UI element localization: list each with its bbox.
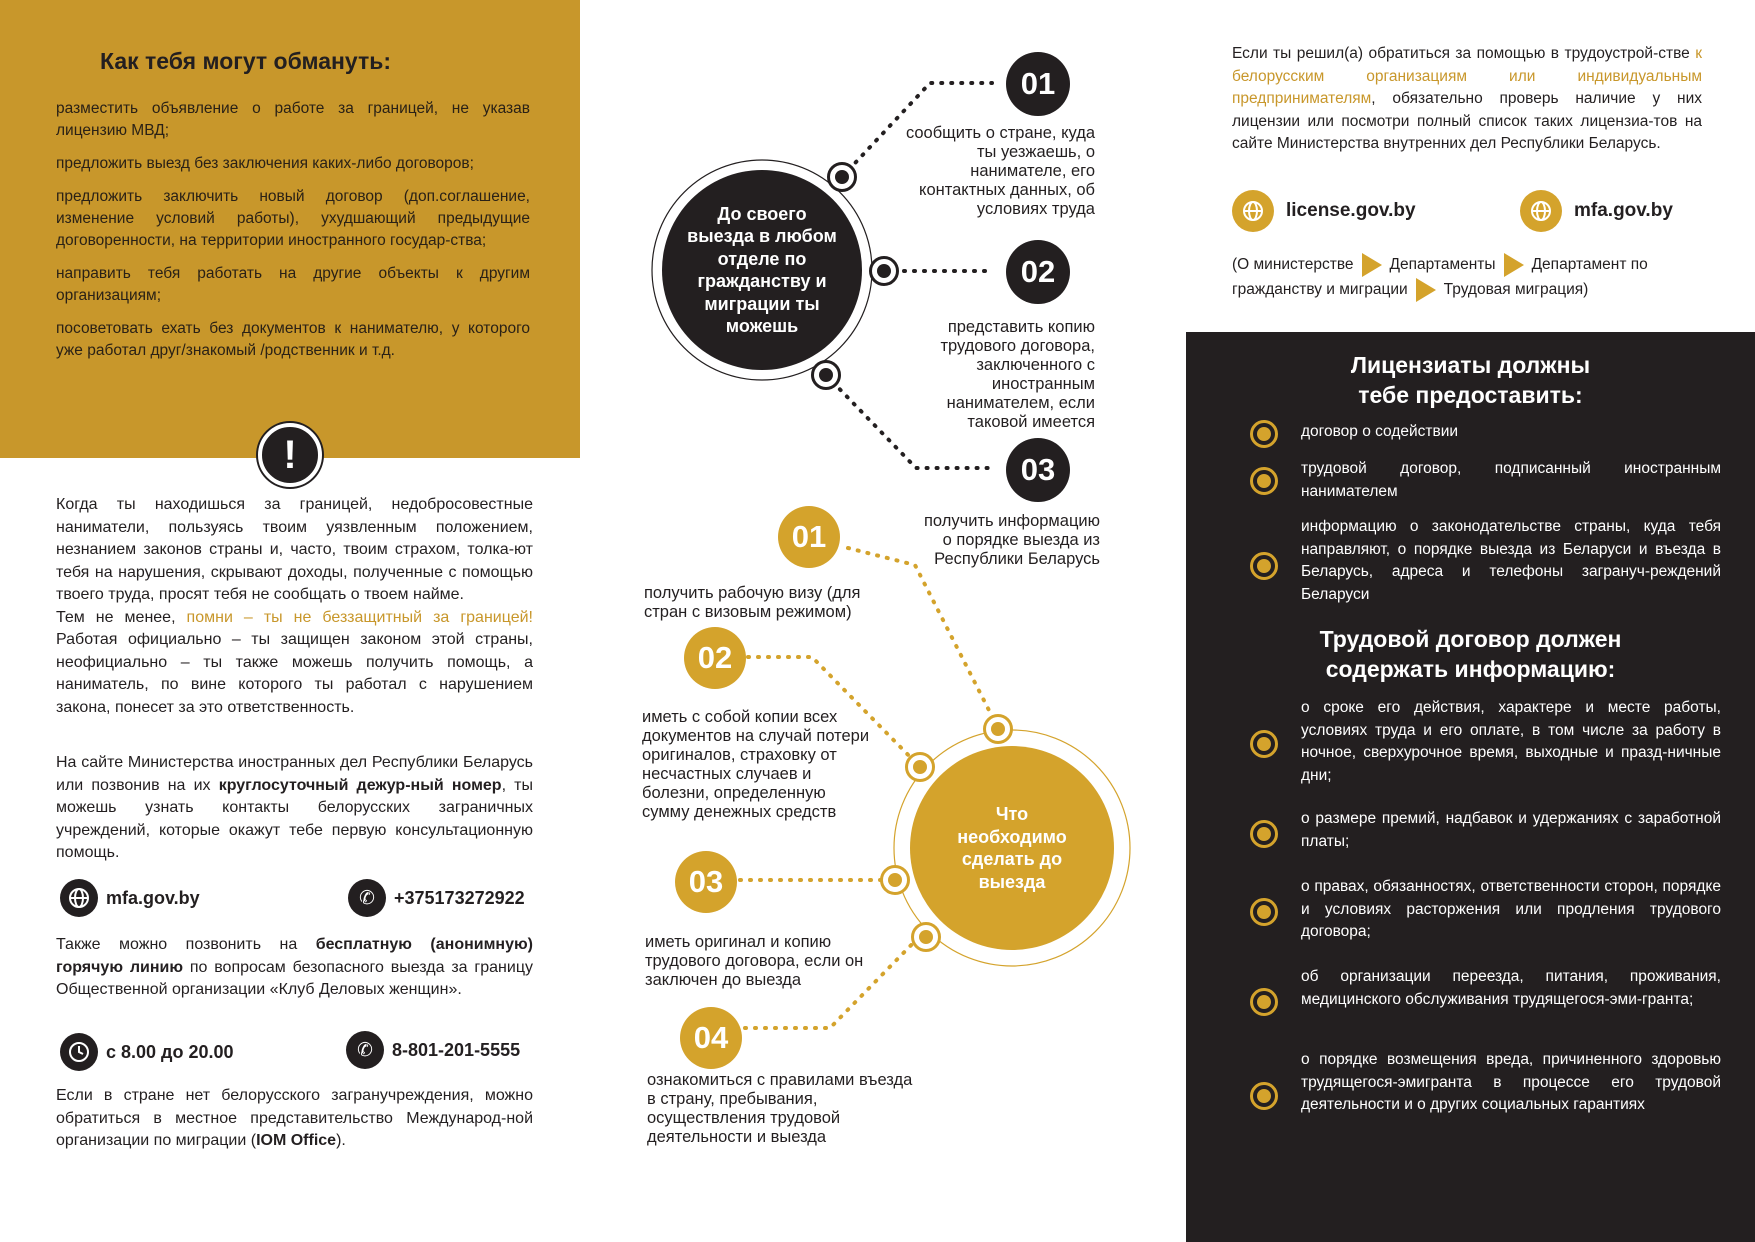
connector-node: [827, 162, 857, 192]
breadcrumb-item: (О министерстве: [1232, 256, 1354, 273]
paragraph-text: На сайте Министерства иностранных дел Республики Беларусь или позвонив на их: [56, 754, 533, 794]
scam-list: [56, 98, 530, 373]
connector-node: [869, 256, 899, 286]
step-number-bottom-03: 03: [675, 851, 737, 913]
step-number-top-01: 01: [1006, 52, 1070, 116]
bullet-icon: [1250, 730, 1278, 758]
bold-text: круглосуточный дежур-ный номер: [218, 776, 502, 794]
breadcrumb-item: Трудовая миграция): [1443, 281, 1589, 298]
arrow-right-icon: [1416, 278, 1436, 302]
scam-title: Как тебя могут обмануть:: [100, 48, 392, 74]
paragraph-text: Если ты решил(а) обратиться за помощью в трудоустрой-стве: [1232, 45, 1696, 62]
hours-text: с 8.00 до 20.00: [106, 1041, 234, 1062]
bullet-icon: [1250, 1082, 1278, 1110]
step-text-top-03: получить информацию о порядке выезда из Республики Беларусь: [924, 512, 1100, 568]
step-number-top-02: 02: [1006, 240, 1070, 304]
middle-panel: [580, 0, 1170, 1242]
paragraph-abroad: [56, 494, 533, 719]
license-site[interactable]: [1232, 190, 1416, 232]
step-text-bottom-01: получить рабочую визу (для стран с визовым режимом): [644, 584, 861, 621]
licensee-item: информацию о законодательстве страны, куда тебя направляют, о порядке выезда из Беларуси и въезда в Беларусь, адреса и телефоны загрануч-реждений Беларуси: [1301, 518, 1721, 603]
departure-options-circle: До своего выезда в любом отделе по гражданству и миграции ты можешь: [662, 170, 862, 370]
step-number-bottom-02: 02: [684, 627, 746, 689]
highlight-text: помни – ты не беззащитный за границей!: [186, 608, 533, 626]
hotline-number[interactable]: 8-801-201-5555: [392, 1039, 521, 1060]
scam-item: предложить выезд без заключения каких-либо договоров;: [56, 155, 474, 172]
globe-icon: [60, 879, 98, 917]
step-text-bottom-02: иметь с собой копии всех документов на случай потери оригиналов, страховку от несчастных случаев и болезни, определенную сумму денежных средств: [642, 708, 870, 821]
mfa-phone-number[interactable]: +375173272922: [394, 887, 525, 908]
paragraph-iom: [56, 1085, 533, 1153]
mfa-site[interactable]: [1520, 190, 1673, 232]
contract-item: о размере премий, надбавок и удержаниях с заработной платы;: [1301, 810, 1721, 850]
paragraph-text: по вопросам безопасного выезда за границу Общественной организации «Клуб Деловых женщин».: [56, 958, 533, 998]
contract-heading: Трудовой договор должен содержать информацию:: [1319, 626, 1622, 682]
mfa-contact[interactable]: [60, 879, 200, 917]
bullet-icon: [1250, 820, 1278, 848]
step-number-top-03: 03: [1006, 438, 1070, 502]
connector-node: [911, 922, 941, 952]
bold-text: бесплатную (анонимную) горячую линию: [56, 936, 533, 976]
connector-node: [811, 360, 841, 390]
clock-icon: [60, 1033, 98, 1071]
globe-icon: [1520, 190, 1562, 232]
paragraph-text: Тем не менее,: [56, 608, 187, 626]
paragraph-text: Когда ты находишься за границей, недобросовестные наниматели, пользуясь твоим уязвленным положением, незнанием законов страны и, часто, твоим страхом, толка-ют тебя на нарушения, скрывают доходы, полученные с помощью твоего труда, просят тебя не сообщать о твоем найме.: [56, 496, 533, 603]
phone-icon: ✆: [348, 879, 386, 917]
contract-item: о порядке возмещения вреда, причиненного здоровью трудящегося-эмигранта в процессе его трудовой деятельности и о других социальных гарантиях: [1301, 1051, 1721, 1113]
scam-section: [0, 0, 580, 458]
bullet-icon: [1250, 988, 1278, 1016]
breadcrumb-item: Департаменты: [1389, 256, 1496, 273]
step-number-bottom-01: 01: [778, 506, 840, 568]
arrow-right-icon: [1504, 253, 1524, 277]
hours-contact: [60, 1033, 234, 1071]
contract-item: о сроке его действия, характере и месте работы, условиях труда и его оплате, в том числе за работу в ночное, сверхурочное время, выходные и празд-ничные дни;: [1301, 699, 1721, 784]
scam-item: направить тебя работать на другие объекты к другим организациям;: [56, 265, 530, 304]
licensees-heading: Лицензиаты должны тебе предоставить:: [1350, 352, 1591, 408]
paragraph-hotline: [56, 934, 533, 1002]
paragraph-mfa: [56, 752, 533, 865]
scam-item: посоветовать ехать без документов к нанимателю, у которого уже работал друг/знакомый /родственник и т.д.: [56, 320, 530, 359]
contract-item: об организации переезда, питания, проживания, медицинского обслуживания трудящегося-эми-гранта;: [1301, 968, 1721, 1008]
requirements-section: [1186, 332, 1755, 1242]
scam-item: предложить заключить новый договор (доп.соглашение, изменение условий работы), ухудшающий предыдущие договоренности, на территории иностранного государ-ства;: [56, 188, 530, 249]
connector-node: [983, 714, 1013, 744]
licensee-item: трудовой договор, подписанный иностранным нанимателем: [1301, 460, 1721, 500]
step-text-top-01: сообщить о стране, куда ты уезжаешь, о нанимателе, его контактных данных, об условиях труда: [905, 124, 1095, 218]
before-departure-circle: Что необходимо сделать до выезда: [910, 746, 1114, 950]
step-number-bottom-04: 04: [680, 1007, 742, 1069]
scam-item: разместить объявление о работе за границей, не указав лицензию МВД;: [56, 100, 530, 139]
bold-text: IOM Office: [256, 1132, 337, 1149]
site-breadcrumb: [1232, 252, 1732, 302]
paragraph-text: , обязательно проверь наличие у них лицензии или посмотри полный список таких лицензиа-тов на сайте Министерства внутренних дел Республики Беларусь.: [1232, 90, 1702, 152]
license-link[interactable]: license.gov.by: [1286, 200, 1416, 221]
licensing-intro: [1232, 43, 1702, 156]
breadcrumb-item: Департамент по гражданству и миграции: [1232, 256, 1648, 298]
paragraph-text: Если в стране нет белорусского загранучреждения, можно обратиться в местное представительство Международ-ной организации по миграции (: [56, 1087, 533, 1149]
mfa-phone-contact[interactable]: [348, 879, 525, 917]
bullet-icon: [1250, 420, 1278, 448]
highlight-text: к белорусским организациям или индивидуальным предпринимателям: [1232, 45, 1702, 107]
globe-icon: [1232, 190, 1274, 232]
step-text-top-02: представить копию трудового договора, заключенного с иностранным нанимателем, если таковой имеется: [940, 318, 1095, 431]
bullet-icon: [1250, 898, 1278, 926]
connector-node: [905, 752, 935, 782]
mfa-link[interactable]: mfa.gov.by: [1574, 200, 1673, 221]
paragraph-text: , ты можешь узнать контакты белорусских заграничных учреждений, которые окажут тебе первую консультационную помощь.: [56, 776, 534, 861]
connector-node: [880, 865, 910, 895]
alert-icon: !: [258, 423, 322, 487]
paragraph-text: Работая официально – ты защищен законом этой страны, неофициально – ты также можешь получить помощь, а наниматель, по вине которого ты работал с нарушением закона, понесет за это ответственность.: [56, 631, 533, 716]
paragraph-text: ).: [336, 1132, 346, 1149]
left-panel: [0, 0, 580, 1242]
paragraph-text: Также можно позвонить на: [56, 936, 316, 953]
licensee-item: договор о содействии: [1301, 423, 1459, 440]
phone-icon: ✆: [346, 1031, 384, 1069]
contract-item: о правах, обязанностях, ответственности сторон, порядке и условиях расторжения или продления трудового договора;: [1301, 878, 1721, 940]
bullet-icon: [1250, 467, 1278, 495]
mfa-link[interactable]: mfa.gov.by: [106, 887, 200, 908]
bullet-icon: [1250, 552, 1278, 580]
hotline-contact[interactable]: [346, 1031, 520, 1069]
right-panel: [1170, 0, 1755, 1242]
arrow-right-icon: [1362, 253, 1382, 277]
step-text-bottom-04: ознакомиться с правилами въезда в страну, пребывания, осуществления трудовой деятельности и выезда: [647, 1071, 913, 1146]
step-text-bottom-03: иметь оригинал и копию трудового договора, если он заключен до выезда: [645, 933, 864, 989]
